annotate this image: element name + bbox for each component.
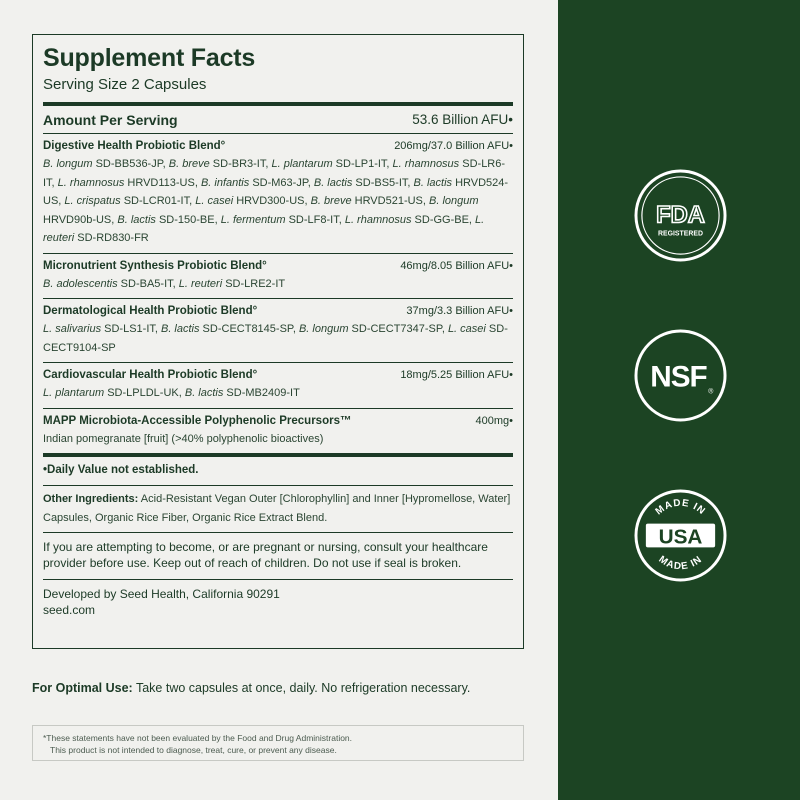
blend-header [43, 303, 513, 320]
strain-code: SD-LRE2-IT [222, 277, 286, 290]
strain-species: L. crispatus [64, 195, 121, 207]
optimal-use-text: Take two capsules at once, daily. No refrigeration necessary. [132, 681, 471, 695]
strain-code: SD-LP1-IT, [332, 158, 393, 170]
other-ingredients-label: Other Ingredients: [43, 493, 139, 505]
strain-species: L. reuteri [178, 277, 223, 290]
strain-code: HRVD300-US, [233, 195, 311, 207]
strain-species: L. plantarum [271, 158, 333, 170]
blend-amount: 206mg/37.0 Billion AFU• [394, 140, 513, 152]
registered-mark: ® [708, 388, 714, 396]
optimal-use-note [32, 681, 470, 695]
nsf-text: NSF [650, 360, 707, 394]
strain-code: SD-LS1-IT, [101, 323, 161, 335]
strain-code: SD-RD830-FR [74, 232, 149, 244]
facts-title: Supplement Facts [43, 44, 256, 72]
strain-code: SD-MB2409-IT [223, 387, 300, 399]
strain-code: SD-BB536-JP, [92, 158, 169, 170]
optimal-use-label: For Optimal Use: [32, 681, 133, 695]
strain-code: SD-CECT7347-SP, [348, 323, 448, 335]
strain-code: SD-BR3-IT, [209, 158, 272, 170]
strain-species: B. lactis [413, 176, 453, 189]
strain-species: B. adolescentis [43, 277, 118, 290]
strain-code: SD-CECT9104-SP [43, 323, 508, 354]
strain-code: SD-GG-BE, [411, 213, 476, 226]
blend-amount: 46mg/8.05 Billion AFU• [400, 259, 513, 272]
strain-species: B. lactis [117, 213, 156, 226]
strain-species: L. casei [447, 323, 486, 335]
strain-species: B. infantis [200, 176, 250, 189]
strain-code: SD-BA5-IT, [117, 277, 179, 290]
strain-code: SD-M63-JP, [249, 176, 314, 189]
developer-line: Developed by Seed Health, California 90291 [43, 587, 280, 601]
warning-text: If you are attempting to become, or are pregnant or nursing, consult your healthcare provider before use. Keep out of reach of children. Do not use if seal is broken. [43, 533, 513, 580]
nsf-icon [633, 328, 728, 423]
strain-species: B. longum [43, 158, 93, 170]
blend-name: Digestive Health Probiotic Blend° [43, 140, 226, 152]
blend-amount: 400mg• [475, 414, 513, 427]
strain-list [43, 320, 513, 357]
fda-disclaimer [32, 725, 524, 761]
made-in-bottom-text: MADE IN [656, 554, 705, 573]
blend-name: Micronutrient Synthesis Probiotic Blend° [43, 259, 267, 272]
strain-list [43, 275, 513, 294]
strain-species: B. longum [429, 195, 479, 207]
serving-size: Serving Size 2 Capsules [43, 76, 207, 93]
strain-code: SD-CECT8145-SP, [199, 323, 299, 335]
strain-species: L. casei [195, 195, 234, 207]
strain-species: B. lactis [160, 323, 200, 335]
other-ingredients [43, 486, 513, 533]
other-ingredients-text: Acid-Resistant Vegan Outer [Chlorophyllin] and Inner [Hypromellose, Water] Capsules, Organic Rice Fiber, Organic Rice Extract Blend. [43, 493, 511, 524]
blend-header [43, 413, 513, 430]
blend-list [43, 134, 513, 453]
blend-section [43, 134, 513, 254]
strain-species: L. plantarum [43, 387, 105, 399]
amount-label: Amount Per Serving [43, 111, 178, 128]
supplement-facts-box [32, 34, 524, 649]
disclaimer-line-2: This product is not intended to diagnose, treat, cure, or prevent any disease. [50, 745, 337, 755]
blend-section [43, 254, 513, 300]
strain-code: SD-LPLDL-UK, [104, 387, 185, 399]
strain-species: L. salivarius [43, 323, 102, 335]
blend-name: Cardiovascular Health Probiotic Blend° [43, 369, 258, 381]
strain-code: SD-150-BE, [155, 213, 221, 226]
strain-code: Indian pomegranate [fruit] (>40% polyphenolic bioactives) [43, 432, 324, 445]
fda-registered-icon [633, 168, 728, 263]
amount-per-serving-row [43, 106, 513, 134]
blend-amount: 18mg/5.25 Billion AFU• [400, 369, 513, 381]
strain-species: B. longum [298, 323, 349, 335]
developer-info [43, 580, 513, 624]
strain-species: B. breve [168, 158, 210, 170]
strain-species: L. fermentum [220, 213, 286, 226]
blend-header [43, 367, 513, 384]
usa-text: USA [658, 525, 703, 549]
strain-code: HRVD113-US, [124, 176, 201, 189]
fda-text: FDA [656, 201, 705, 229]
registered-text: REGISTERED [658, 230, 703, 238]
blend-section [43, 299, 513, 363]
strain-code: SD-BS5-IT, [352, 176, 414, 189]
daily-value-note: •Daily Value not established. [43, 457, 513, 486]
blend-name: MAPP Microbiota-Accessible Polyphenolic Precursors™ [43, 414, 352, 427]
strain-list [43, 430, 513, 449]
strain-code: SD-LF8-IT, [285, 213, 345, 226]
website-text: seed.com [43, 603, 96, 617]
strain-species: L. reuteri [43, 213, 485, 244]
strain-code: HRVD521-US, [351, 195, 429, 207]
blend-section [43, 409, 513, 454]
blend-header [43, 138, 513, 155]
strain-species: B. breve [310, 195, 352, 207]
strain-species: B. lactis [184, 387, 224, 399]
strain-code: HRVD524-US, [43, 176, 509, 207]
amount-value: 53.6 Billion AFU• [412, 112, 513, 127]
strain-list [43, 155, 513, 248]
strain-species: L. rhamnosus [57, 176, 125, 189]
disclaimer-line-1: *These statements have not been evaluated by the Food and Drug Administration. [43, 733, 353, 743]
blend-header [43, 258, 513, 275]
strain-code: SD-LCR01-IT, [120, 195, 196, 207]
strain-species: L. rhamnosus [392, 158, 460, 170]
made-in-top-text: MADE IN [653, 497, 708, 518]
strain-code: HRVD90b-US, [43, 213, 118, 226]
blend-name: Dermatological Health Probiotic Blend° [43, 305, 258, 317]
blend-section [43, 363, 513, 409]
blend-amount: 37mg/3.3 Billion AFU• [406, 305, 513, 317]
strain-code: SD-LR6-IT, [43, 158, 506, 189]
strain-species: B. lactis [313, 176, 353, 189]
made-in-usa-icon [633, 488, 728, 583]
strain-list [43, 384, 513, 403]
strain-species: L. rhamnosus [344, 213, 412, 226]
